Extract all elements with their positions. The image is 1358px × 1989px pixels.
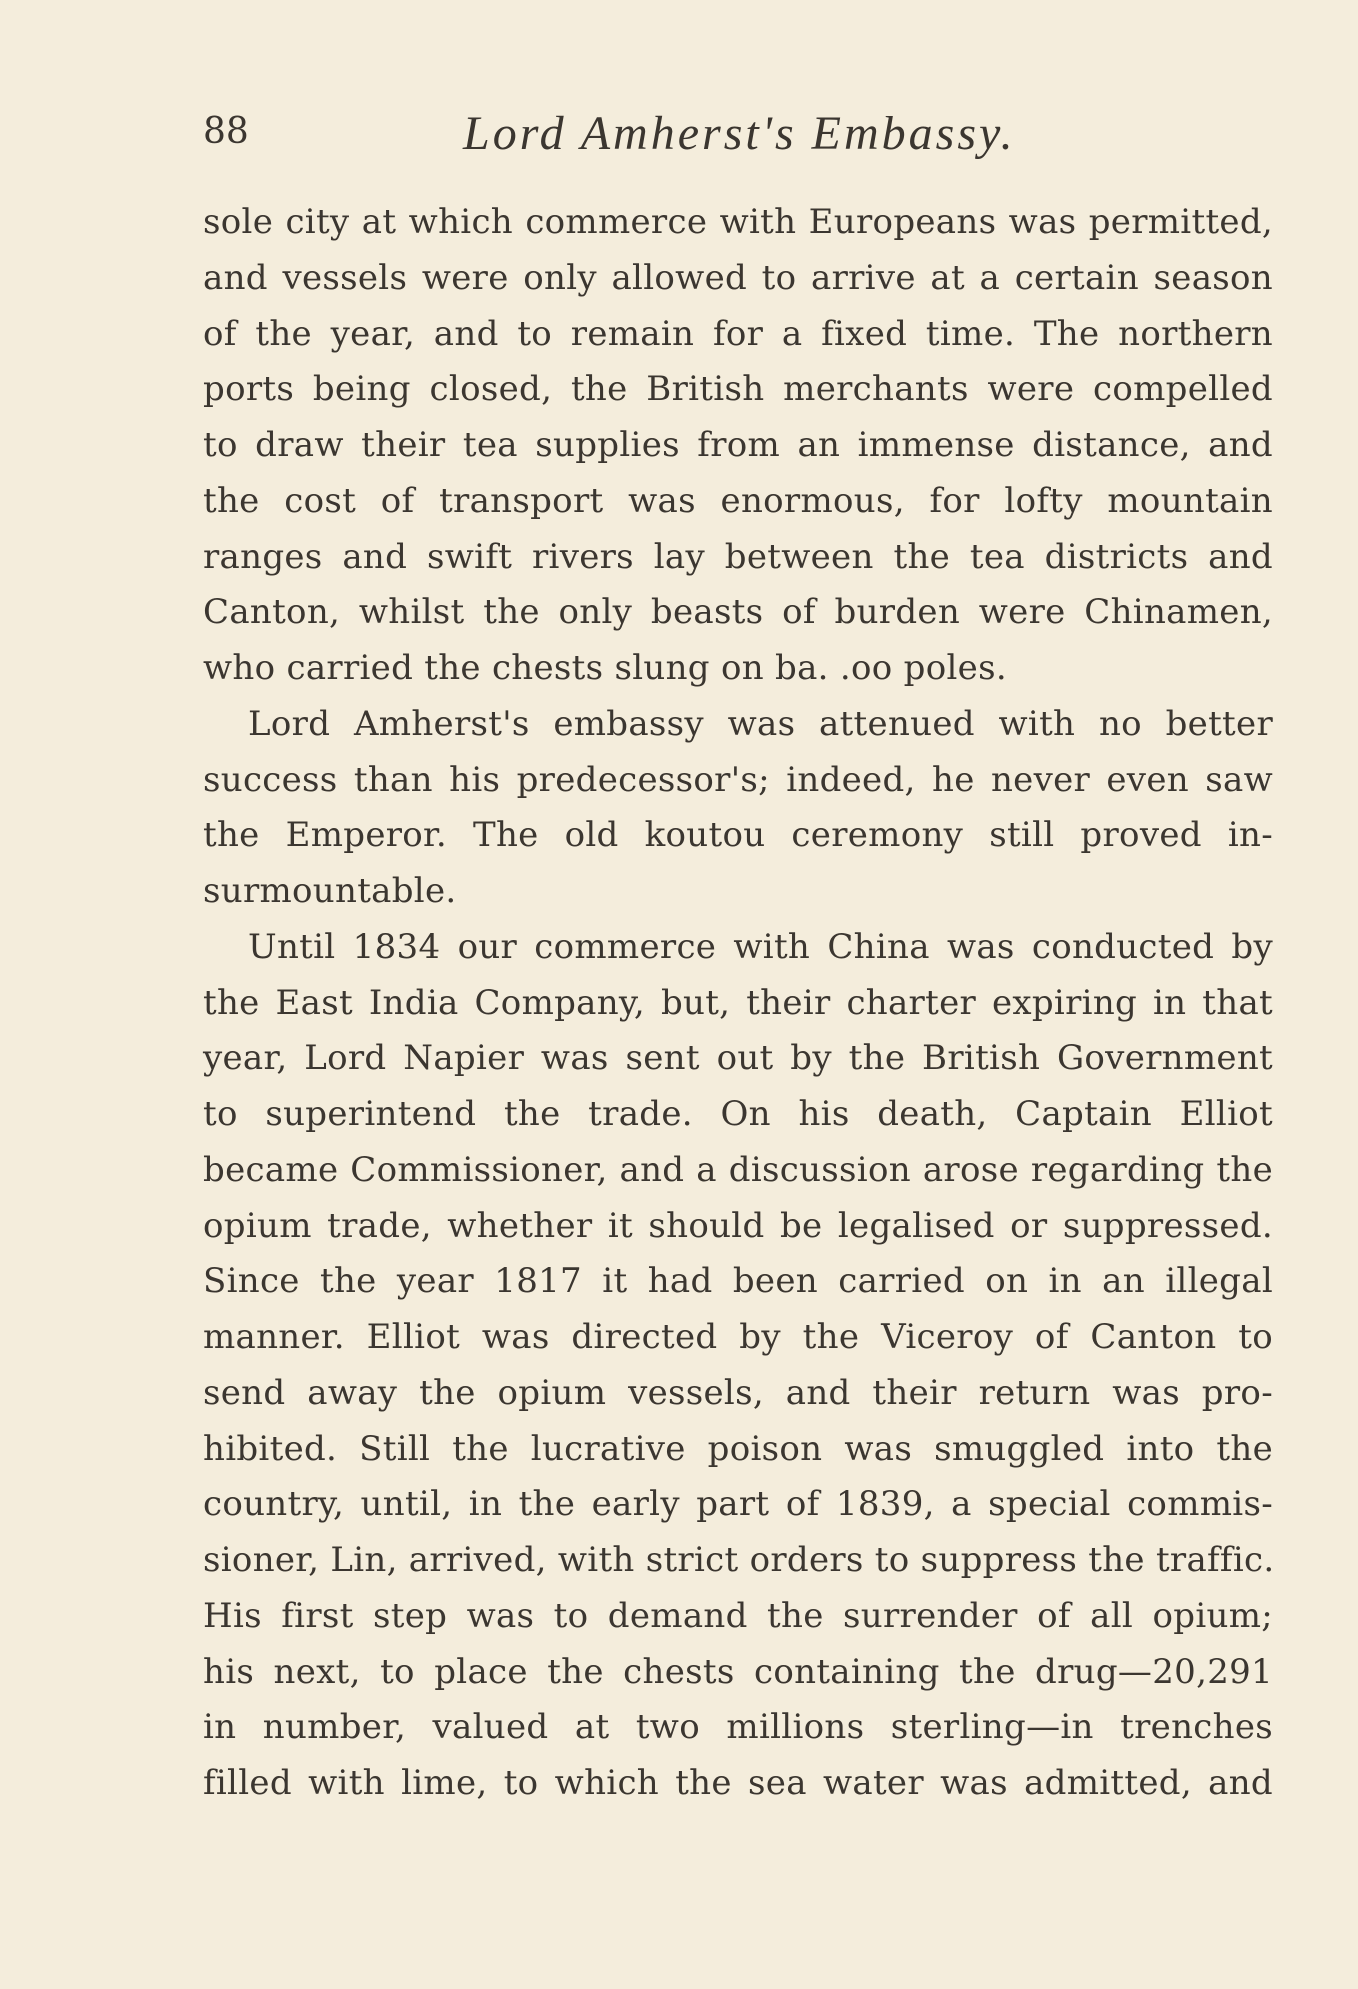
text-line: send away the opium vessels, and their return was pro-: [203, 1372, 1273, 1413]
text-line: sole city at which commerce with Europeans was permitted,: [203, 202, 1273, 242]
text-line: opium trade, whether it should be legalised or suppressed.: [203, 1205, 1273, 1246]
page-header: [203, 107, 1273, 162]
text-line: hibited. Still the lucrative poison was smuggled into the: [203, 1428, 1273, 1469]
text-line: the Emperor. The old koutou ceremony still proved in-: [203, 815, 1273, 856]
body-text: [203, 195, 1273, 1812]
text-line: country, until, in the early part of 1839, a special commis-: [203, 1484, 1273, 1525]
text-line: the East India Company, but, their charter expiring in that: [203, 982, 1273, 1023]
text-line: success than his predecessor's; indeed, he never even saw: [203, 759, 1273, 800]
text-line: became Commissioner, and a discussion arose regarding the: [203, 1149, 1273, 1190]
text-line: of the year, and to remain for a fixed time. The northern: [203, 313, 1273, 354]
text-line: Since the year 1817 it had been carried on in an illegal: [203, 1261, 1273, 1302]
text-line: Lord Amherst's embassy was attenued with no better: [248, 703, 1273, 744]
text-line: sioner, Lin, arrived, with strict orders to suppress the traffic.: [203, 1540, 1275, 1580]
text-line: His first step was to demand the surrender of all opium;: [203, 1595, 1273, 1636]
text-line: manner. Elliot was directed by the Viceroy of Canton to: [203, 1317, 1273, 1357]
text-line: Canton, whilst the only beasts of burden were Chinamen,: [203, 592, 1273, 633]
text-line: in number, valued at two millions sterling—in trenches: [203, 1707, 1273, 1748]
text-line: his next, to place the chests containing the drug—20,291: [203, 1651, 1273, 1692]
text-line: surmountable.: [203, 871, 457, 911]
text-line: to draw their tea supplies from an immense distance, and: [203, 425, 1273, 465]
running-title: Lord Amherst's Embassy.: [463, 107, 1016, 160]
text-line: filled with lime, to which the sea water was admitted, and: [203, 1763, 1273, 1803]
text-line: Until 1834 our commerce with China was conducted by: [248, 926, 1273, 967]
text-line: to superintend the trade. On his death, Captain Elliot: [203, 1094, 1273, 1134]
text-line: ranges and swift rivers lay between the tea districts and: [203, 536, 1273, 577]
text-line: and vessels were only allowed to arrive at a certain season: [203, 257, 1273, 298]
text-line: ports being closed, the British merchants were compelled: [203, 369, 1273, 410]
text-line: the cost of transport was enormous, for lofty mountain: [203, 480, 1273, 521]
page-number: 88: [203, 111, 249, 152]
text-line: year, Lord Napier was sent out by the British Government: [203, 1038, 1273, 1079]
text-line: who carried the chests slung on ba. .oo poles.: [203, 648, 1007, 688]
